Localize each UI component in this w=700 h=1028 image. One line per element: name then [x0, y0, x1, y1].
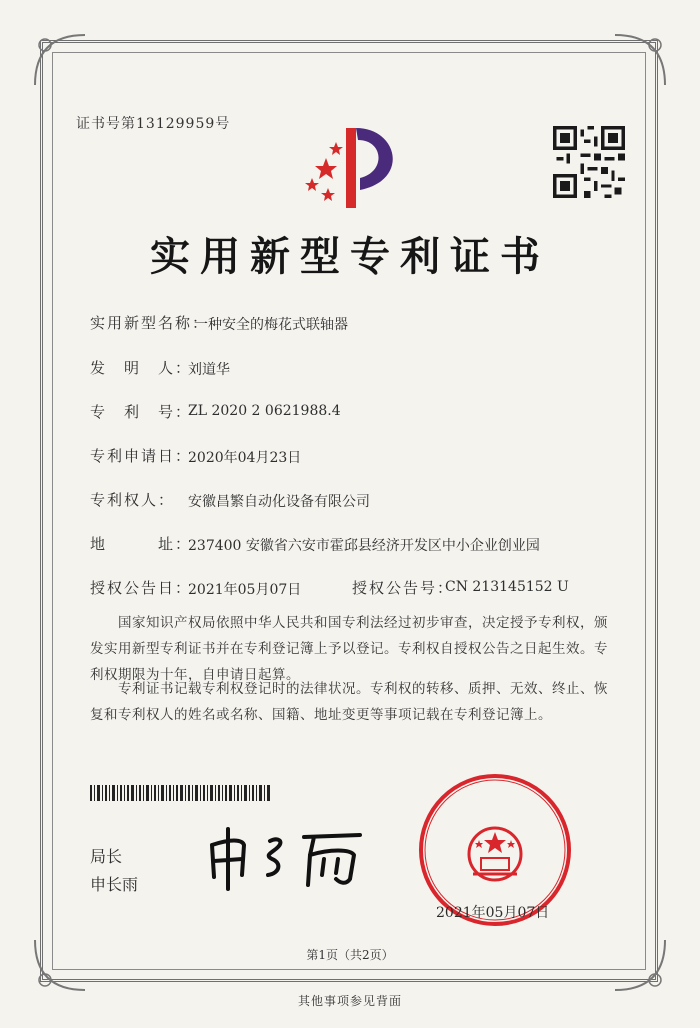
footer-note: 其他事项参见背面 — [297, 994, 402, 1008]
logo-icon — [298, 120, 406, 212]
corner-ornament-icon — [610, 30, 670, 90]
patentee-label: 专利权人： — [90, 491, 176, 509]
seal-date: 2021年05月07日 — [436, 905, 550, 921]
barcode-icon — [90, 785, 270, 801]
filing-date-label: 专利申请日： — [90, 447, 193, 465]
inventor-label: 发 明 人： — [90, 359, 193, 377]
certificate-number: 证书号第13129959号 — [76, 116, 231, 132]
address-label-first: 地 — [90, 535, 108, 553]
inventor-value: 刘道华 — [188, 362, 230, 378]
patent-number-label: 专 利 号： — [90, 403, 193, 421]
corner-ornament-icon — [30, 935, 90, 995]
grant-date-value: 2021年05月07日 — [188, 582, 302, 598]
grant-statement-paragraph: 国家知识产权局依照中华人民共和国专利法经过初步审查，决定授予专利权，颁发实用新型专利证书并在专利登记簿上予以登记。专利权自授权公告之日起生效。专利权期限为十年，自申请日起算。 — [90, 615, 608, 683]
address-value: 237400 安徽省六安市霍邱县经济开发区中小企业创业园 — [188, 538, 540, 554]
legal-status-paragraph: 专利证书记载专利权登记时的法律状况。专利权的转移、质押、无效、终止、恢复和专利权人的姓名或名称、国籍、地址变更等事项记载在专利登记簿上。 — [90, 681, 608, 723]
utility-model-name-label: 实用新型名称： — [90, 314, 210, 332]
qr-code-icon — [553, 126, 625, 198]
certificate-title: 实用新型专利证书 — [150, 233, 550, 280]
director-title: 局长 — [90, 847, 123, 866]
patent-number-value: ZL 2020 2 0621988.4 — [188, 403, 341, 419]
corner-ornament-icon — [610, 935, 670, 995]
page-number: 第1页（共2页） — [306, 948, 394, 962]
patentee-value: 安徽昌繁自动化设备有限公司 — [188, 494, 370, 510]
signature-icon — [200, 815, 380, 895]
filing-date-value: 2020年04月23日 — [188, 450, 302, 466]
address-label-second: 址： — [158, 535, 193, 553]
grant-number-label: 授权公告号： — [352, 579, 455, 597]
utility-model-name-value: 一种安全的梅花式联轴器 — [194, 317, 348, 333]
grant-number-value: CN 213145152 U — [445, 579, 569, 595]
director-name: 申长雨 — [90, 875, 139, 894]
corner-ornament-icon — [30, 30, 90, 90]
grant-date-label: 授权公告日： — [90, 579, 193, 597]
